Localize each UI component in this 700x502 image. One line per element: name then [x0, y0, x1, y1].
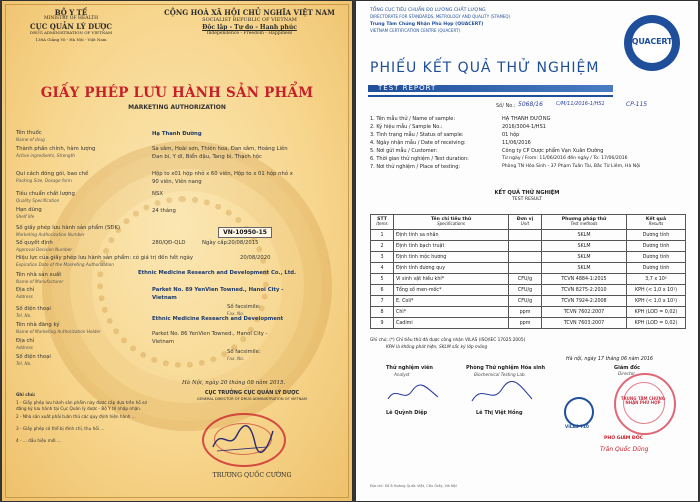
- validity-label: Hiệu lực của giấy phép lưu hành sản phẩm: có giá trị đến hết ngày: [16, 255, 193, 261]
- cell-result: KPH (< 1,0 x 10¹): [627, 296, 686, 307]
- cell-stt: 2: [371, 241, 394, 252]
- cell-name: Chì*: [394, 307, 509, 318]
- cell-method: TCVN 7924-2:2008: [542, 296, 627, 307]
- shelf-sub: Shelf life: [16, 214, 35, 219]
- cell-unit: CFU/g: [509, 296, 542, 307]
- report-title: PHIẾU KẾT QUẢ THỬ NGHIỆM: [370, 60, 600, 76]
- reg-sub: Marketing Authorization Number: [16, 232, 85, 237]
- decision-label: Số quyết định: [16, 240, 53, 246]
- table-row: [371, 318, 686, 329]
- result-title: KẾT QUẢ THỬ NGHIỆM: [494, 190, 560, 196]
- table-row: [371, 307, 686, 318]
- note-kph: KPH là không phát hiện, SKLM sắc ký lớp mỏng: [386, 345, 488, 350]
- report-no: 5068/16: [518, 101, 543, 108]
- signer-title-en: GENERAL DIRECTOR OF DRUG ADMINISTRATION OF VIETNAM: [197, 397, 307, 401]
- cell-result: 3,7 x 10²: [627, 274, 686, 285]
- info-value: Công ty CP Dược phẩm Vạn Xuân Đường: [502, 148, 604, 154]
- col-method-en: Test methods: [570, 221, 598, 227]
- cell-unit: ppm: [509, 307, 542, 318]
- fax-label: Số facsimile:: [227, 304, 261, 310]
- note-line: 1 - Giấy phép lưu hành sản phẩm này được cấp dựa trên hồ sơ: [16, 400, 147, 405]
- cell-stt: 1: [371, 230, 394, 241]
- col-name-label: Tên chỉ tiêu thử: [430, 217, 472, 223]
- cell-unit: [509, 263, 542, 274]
- republic-line2: SOCIALIST REPUBLIC OF VIETNAM: [202, 17, 297, 23]
- cell-method: SKLM: [542, 230, 627, 241]
- quality-sub: Quality Specification: [16, 198, 60, 203]
- reg-number-box: [218, 227, 272, 238]
- col-unit: [509, 215, 542, 230]
- info-label: 5. Nơi gửi mẫu / Customer:: [370, 148, 438, 154]
- title-bar-line: [368, 95, 613, 97]
- col-result-en: Results: [648, 221, 664, 227]
- table-row: [371, 296, 686, 307]
- pack-value2: 90 viên, Viên nang: [152, 179, 202, 185]
- addr2-value2: Vietnam: [152, 339, 175, 345]
- issue-date: Hà Nội, ngày 20 tháng 08 năm 2015.: [182, 380, 286, 386]
- fax2-label: Số facsimile:: [227, 349, 261, 355]
- info-value: 2016/3004-1/HS1: [502, 124, 546, 130]
- table-row: [371, 252, 686, 263]
- analyst-title-en: Analyst: [394, 372, 410, 377]
- cell-stt: 4: [371, 263, 394, 274]
- cell-method: SKLM: [542, 252, 627, 263]
- pack-value1: Hộp to x01 hộp nhỏ x 60 viên, Hộp to x 01 hộp nhỏ x: [152, 171, 293, 177]
- info-value: 01 hộp: [502, 132, 520, 138]
- cell-method: SKLM: [542, 241, 627, 252]
- cell-result: KPH (LOD = 0,02): [627, 307, 686, 318]
- product-value: Hạ Thanh Đường: [152, 131, 202, 137]
- cell-method: TCVN 4884-1:2015: [542, 274, 627, 285]
- result-title-en: TEST RESULT: [512, 197, 542, 202]
- cell-result: Dương tính: [627, 252, 686, 263]
- cell-unit: [509, 230, 542, 241]
- cell-stt: 6: [371, 285, 394, 296]
- cell-name: Tổng số men-mốc*: [394, 285, 509, 296]
- cell-stt: 5: [371, 274, 394, 285]
- col-stt-label: STT: [377, 217, 387, 223]
- cell-name: E. Coli*: [394, 296, 509, 307]
- cell-unit: ppm: [509, 318, 542, 329]
- lab-signature-mark: [468, 381, 538, 407]
- ministry-line1: BỘ Y TẾ: [54, 8, 88, 17]
- cell-method: TCVN 8275-2:2010: [542, 285, 627, 296]
- org-quacert-en: VIETNAM CERTIFICATION CENTRE (QUACERT): [370, 28, 460, 33]
- shelf-value: 24 tháng: [152, 208, 176, 214]
- note-line: đăng ký lưu hành tại Cục Quản lý dược - Bộ Y tế nhập nhận.: [16, 406, 142, 411]
- vilas-label: VILAS 710: [565, 424, 589, 429]
- cell-method: SKLM: [542, 263, 627, 274]
- marketing-authorization-document: [2, 1, 352, 501]
- col-name-en: Specifications: [437, 221, 465, 227]
- pack-sub: Packing Size, Dosage form: [16, 178, 72, 183]
- cell-result: Dương tính: [627, 230, 686, 241]
- phone-sub: Tel. No.: [16, 313, 32, 318]
- ministry-header: [12, 9, 130, 42]
- addr2-value: Parket No. 86 YenVien Towned., Hanoi City -: [152, 331, 268, 337]
- info-value: 11/06/2016: [502, 140, 531, 146]
- info-label: 1. Tên mẫu thử / Name of sample:: [370, 116, 456, 122]
- table-header-row: [371, 215, 686, 230]
- phone2-label: Số điện thoại: [16, 354, 51, 360]
- cell-name: Định tính đương quy: [394, 263, 509, 274]
- report-date: Hà nội, ngày 17 tháng 06 năm 2016: [566, 357, 653, 362]
- republic-header: [152, 9, 347, 37]
- quacert-logo-text: QUACERT: [631, 37, 673, 46]
- mfr-value: Ethnic Medicine Research and Development Co., Ltd.: [138, 270, 297, 276]
- test-report-document: [356, 1, 698, 501]
- ministry-address: 138A Giảng Võ - Hà Nội - Việt Nam: [35, 36, 107, 42]
- cell-stt: 3: [371, 252, 394, 263]
- report-title-en: TEST REPORT: [378, 84, 437, 92]
- republic-line1: CỘNG HOÀ XÃ HỘI CHỦ NGHĨA VIỆT NAM: [164, 8, 335, 17]
- ingredients-label: Thành phần chính, hàm lượng: [16, 146, 96, 152]
- table-row: [371, 230, 686, 241]
- col-unit-en: Unit: [520, 221, 530, 227]
- validity-sub: Expiration Date of the Marketing Authorization: [16, 262, 114, 267]
- report-code: C/M/11/2016-1/HS1: [556, 101, 605, 107]
- info-label: 7. Nơi thử nghiệm / Place of testing:: [370, 164, 461, 170]
- watermark-emblem-inner: [97, 196, 269, 368]
- cell-result: Dương tính: [627, 263, 686, 274]
- cell-method: TCVN 7602:2007: [542, 307, 627, 318]
- ministry-line2: MINISTRY OF HEALTH: [43, 16, 99, 21]
- fax-sub: Fax. No.: [227, 311, 245, 316]
- director-title: Giám đốc: [614, 365, 641, 371]
- cell-stt: 7: [371, 296, 394, 307]
- footer-address: Địa chỉ: Số 8 Hoàng Quốc Việt, Cầu Giấy, Hà Nội: [370, 484, 457, 488]
- results-table: [370, 214, 686, 329]
- page-no: CP-115: [626, 101, 648, 108]
- analyst-signature-mark: [384, 381, 444, 407]
- ministry-line3: CỤC QUẢN LÝ DƯỢC: [30, 21, 112, 31]
- table-row: [371, 263, 686, 274]
- document-title: GIẤY PHÉP LƯU HÀNH SẢN PHẨM: [40, 85, 314, 101]
- shelf-label: Hạn dùng: [16, 207, 42, 213]
- deputy-title: PHÓ GIÁM ĐỐC: [604, 436, 644, 441]
- col-method: [542, 215, 627, 230]
- stamp-text: TRUNG TÂM CHỨNG NHẬN PHÙ HỢP: [620, 396, 666, 405]
- info-label: 3. Tình trạng mẫu / Status of sample:: [370, 132, 464, 138]
- cell-method: TCVN 7603:2007: [542, 318, 627, 329]
- col-unit-label: Đơn vị: [516, 217, 534, 223]
- pack-label: Qui cách đóng gói, bao chế: [16, 171, 89, 177]
- phone-label: Số điện thoại: [16, 306, 51, 312]
- signature-mark: [207, 421, 277, 457]
- director-title-en: Director: [618, 371, 635, 376]
- cell-unit: [509, 241, 542, 252]
- info-label: 2. Ký hiệu mẫu / Sample No.:: [370, 124, 443, 130]
- holder-value: Ethnic Medicine Research and Development: [152, 316, 284, 322]
- product-label: Tên thuốc: [16, 130, 42, 136]
- cell-result: KPH (LOD = 0,02): [627, 318, 686, 329]
- cell-result: KPH (< 1,0 x 10¹): [627, 285, 686, 296]
- product-sub: Name of drug: [16, 137, 45, 142]
- mfr-sub: Name of Manufacturer: [16, 279, 64, 284]
- org-stameq: TỔNG CỤC TIÊU CHUẨN ĐO LƯỜNG CHẤT LƯỢNG: [370, 8, 486, 13]
- reg-number: VN-10950-15: [223, 229, 267, 236]
- quality-label: Tiêu chuẩn chất lượng: [16, 191, 75, 197]
- decision-value: 280/QĐ-QLD: [152, 240, 186, 246]
- decision-sub: Approval Decision Number: [16, 247, 72, 252]
- note-vilas: Ghi chú: (*) Chỉ tiêu thử đã được công nhận VILAS (ISO/IEC 17025:2005): [370, 338, 526, 343]
- addr-value1: Parket No. 89 YenVien Towned., Hanoi City -: [152, 287, 284, 293]
- addr2-sub: Address: [16, 345, 33, 350]
- lab-title: Phòng Thử nghiệm Hóa sinh: [466, 365, 546, 371]
- cell-unit: [509, 252, 542, 263]
- cell-result: Dương tính: [627, 241, 686, 252]
- cell-name: Cadimi: [394, 318, 509, 329]
- report-no-label: Số/ No.:: [496, 103, 516, 109]
- cell-unit: CFU/g: [509, 285, 542, 296]
- col-stt: [371, 215, 394, 230]
- validity-date: 20/08/2020: [240, 255, 271, 261]
- col-method-label: Phương pháp thử: [561, 217, 607, 223]
- cell-name: Vi sinh vật hiếu khí*: [394, 274, 509, 285]
- analyst-name: Lê Quỳnh Diệp: [386, 410, 428, 416]
- addr-value2: Vietnam: [152, 295, 177, 301]
- col-result-label: Kết quả: [645, 217, 667, 223]
- info-value: Phòng TN Hóa Sinh - 37 Phạm Tuấn Tài, Bắc Từ Liêm, Hà Nội: [502, 164, 641, 169]
- col-result: [627, 215, 686, 230]
- holder-sub: Name of Marketing Authorization Holder: [16, 329, 101, 334]
- ingredients-sub: Active ingredients, Strength: [16, 153, 75, 158]
- info-value: Từ ngày / From: 11/06/2016 đến ngày / To: 17/06/2016: [502, 156, 628, 161]
- table-row: [371, 241, 686, 252]
- info-label: 4. Ngày nhận mẫu / Date of receiving:: [370, 140, 466, 146]
- info-value: HẠ THANH ĐƯỜNG: [502, 116, 551, 122]
- fax2-sub: Fax. No.: [227, 356, 245, 361]
- addr-label: Địa chỉ: [16, 287, 35, 293]
- holder-label: Tên nhà đăng ký: [16, 322, 60, 328]
- reg-label: Số giấy phép lưu hành sản phẩm (SĐK): [16, 225, 121, 231]
- analyst-title: Thử nghiệm viên: [386, 365, 433, 371]
- cell-unit: CFU/g: [509, 274, 542, 285]
- addr-sub: Address: [16, 294, 33, 299]
- notes-title: Ghi chú:: [16, 392, 36, 397]
- quality-value: NSX: [152, 191, 163, 197]
- deputy-name: Trần Quốc Dũng: [600, 446, 649, 453]
- decision-date: 20/08/2015: [228, 240, 259, 246]
- org-quacert: Trung Tâm Chứng Nhận Phù Hợp (QUACERT): [370, 22, 484, 27]
- note-line: 4 - ... dầu hiệu mới ...: [16, 438, 61, 443]
- republic-line4: Independence - Freedom - Happiness: [206, 31, 293, 36]
- cell-name: Định tính mộc hương: [394, 252, 509, 263]
- cell-stt: 8: [371, 307, 394, 318]
- cell-name: Định tính sa nhân: [394, 230, 509, 241]
- table-row: [371, 274, 686, 285]
- republic-line3: Độc lập - Tự do - Hạnh phúc: [202, 24, 297, 31]
- cell-stt: 9: [371, 318, 394, 329]
- note-line: 2 - Nhà sản xuất phải tuân thủ các quy định hiện hành ...: [16, 414, 136, 419]
- col-name: [394, 215, 509, 230]
- table-row: [371, 285, 686, 296]
- org-stameq-en: DIRECTORATE FOR STANDARDS, METROLOGY AND QUALITY (STAMEQ): [370, 14, 511, 19]
- col-stt-en: Items: [376, 221, 388, 227]
- info-label: 6. Thời gian thử nghiệm / Test duration:: [370, 156, 469, 162]
- cell-name: Định tính bạch truật: [394, 241, 509, 252]
- ingredients-value1: Sa sâm, Hoài sơn, Thiên hoa, Đan sâm, Hoàng Liên: [152, 146, 288, 152]
- ingredients-value2: Đan bì, Y dĩ, Biển đậu, Tang bì, Thạch hộc: [152, 154, 262, 160]
- addr2-label: Địa chỉ: [16, 338, 35, 344]
- lab-name: Lê Thị Việt Hồng: [476, 410, 523, 416]
- vilas-logo-icon: [564, 397, 594, 427]
- signer-title: CỤC TRƯỞNG CỤC QUẢN LÝ DƯỢC: [204, 390, 300, 396]
- signer-name: TRƯƠNG QUỐC CƯỜNG: [212, 472, 292, 479]
- mfr-label: Tên nhà sản xuất: [16, 272, 62, 278]
- document-subtitle: MARKETING AUTHORIZATION: [128, 104, 226, 111]
- lab-title-en: Biochemical Testing Lab.: [474, 372, 526, 377]
- phone2-sub: Tel. No.: [16, 361, 32, 366]
- note-line: 3 - Giấy phép có thể bị đình chỉ, thu hồi ...: [16, 426, 105, 431]
- decision-date-label: Ngày cấp:: [202, 240, 229, 246]
- ministry-line4: DRUG ADMINISTRATION OF VIETNAM: [29, 29, 113, 35]
